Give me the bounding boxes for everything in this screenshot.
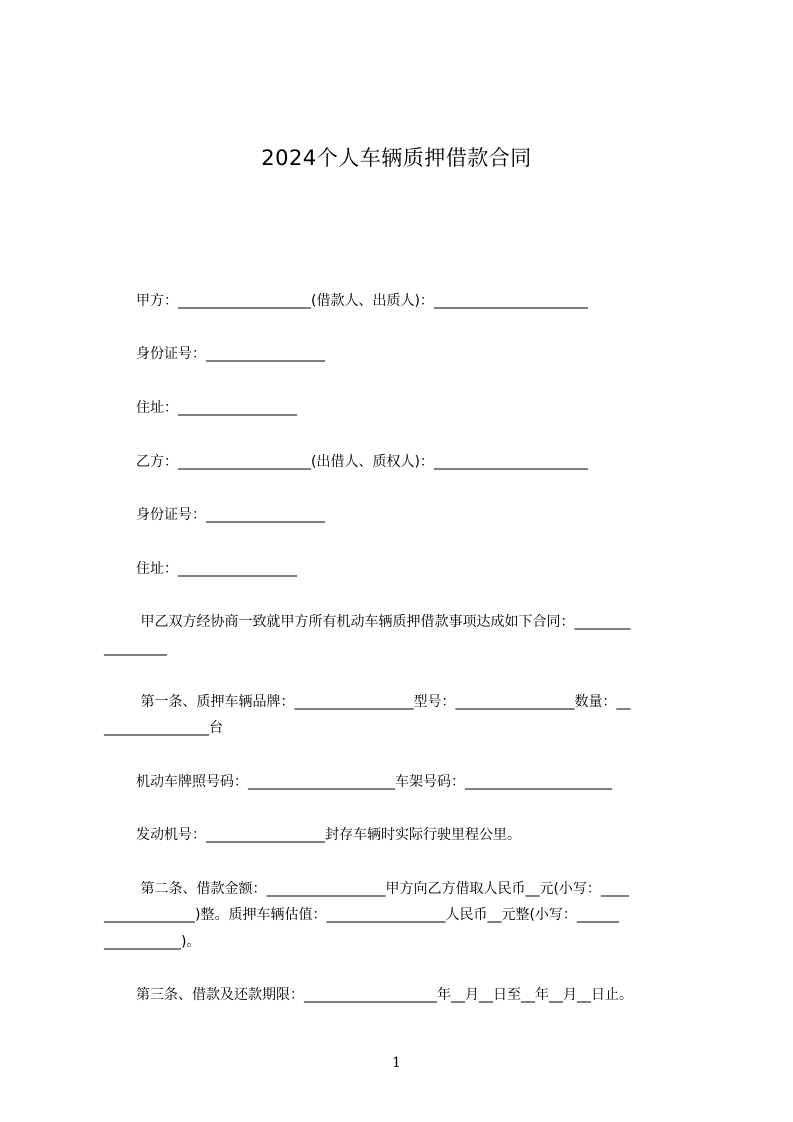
document-title: 2024个人车辆质押借款合同 bbox=[261, 146, 532, 170]
party-b-line: 乙方：___________________(出借人、质权人)：______________________ bbox=[136, 454, 588, 470]
article-1-line: 第一条、质押车辆品牌：_________________型号：_________________数量：__ bbox=[136, 694, 631, 710]
plate-frame-line: 机动车牌照号码：_____________________车架号码：_____________________ bbox=[136, 774, 612, 790]
article-2-end: ___________)。 bbox=[104, 934, 201, 950]
agreement-intro-continued: _________ bbox=[104, 640, 167, 656]
article-2-continued: _____________)整。质押车辆估值：_________________人民币__元整(小写：______ bbox=[104, 907, 619, 923]
article-1-continued: _______________台 bbox=[104, 720, 223, 736]
page-number: 1 bbox=[392, 1055, 401, 1071]
party-b-id-line: 身份证号：_________________ bbox=[136, 507, 325, 523]
party-b-address-line: 住址：_________________ bbox=[136, 561, 297, 577]
party-a-line: 甲方：___________________(借款人、出质人)：______________________ bbox=[136, 293, 588, 309]
agreement-intro-line: 甲乙双方经协商一致就甲方所有机动车辆质押借款事项达成如下合同：________ bbox=[136, 614, 631, 630]
party-a-id-line: 身份证号：_________________ bbox=[136, 346, 325, 362]
party-a-address-line: 住址：_________________ bbox=[136, 400, 297, 416]
article-3-line: 第三条、借款及还款期限：___________________年__月__日至__年__月__日止。 bbox=[136, 987, 633, 1003]
engine-line: 发动机号：_________________封存车辆时实际行驶里程公里。 bbox=[136, 827, 521, 843]
article-2-line: 第二条、借款金额：_________________甲方向乙方借取人民币__元(小写：____ bbox=[136, 881, 629, 897]
